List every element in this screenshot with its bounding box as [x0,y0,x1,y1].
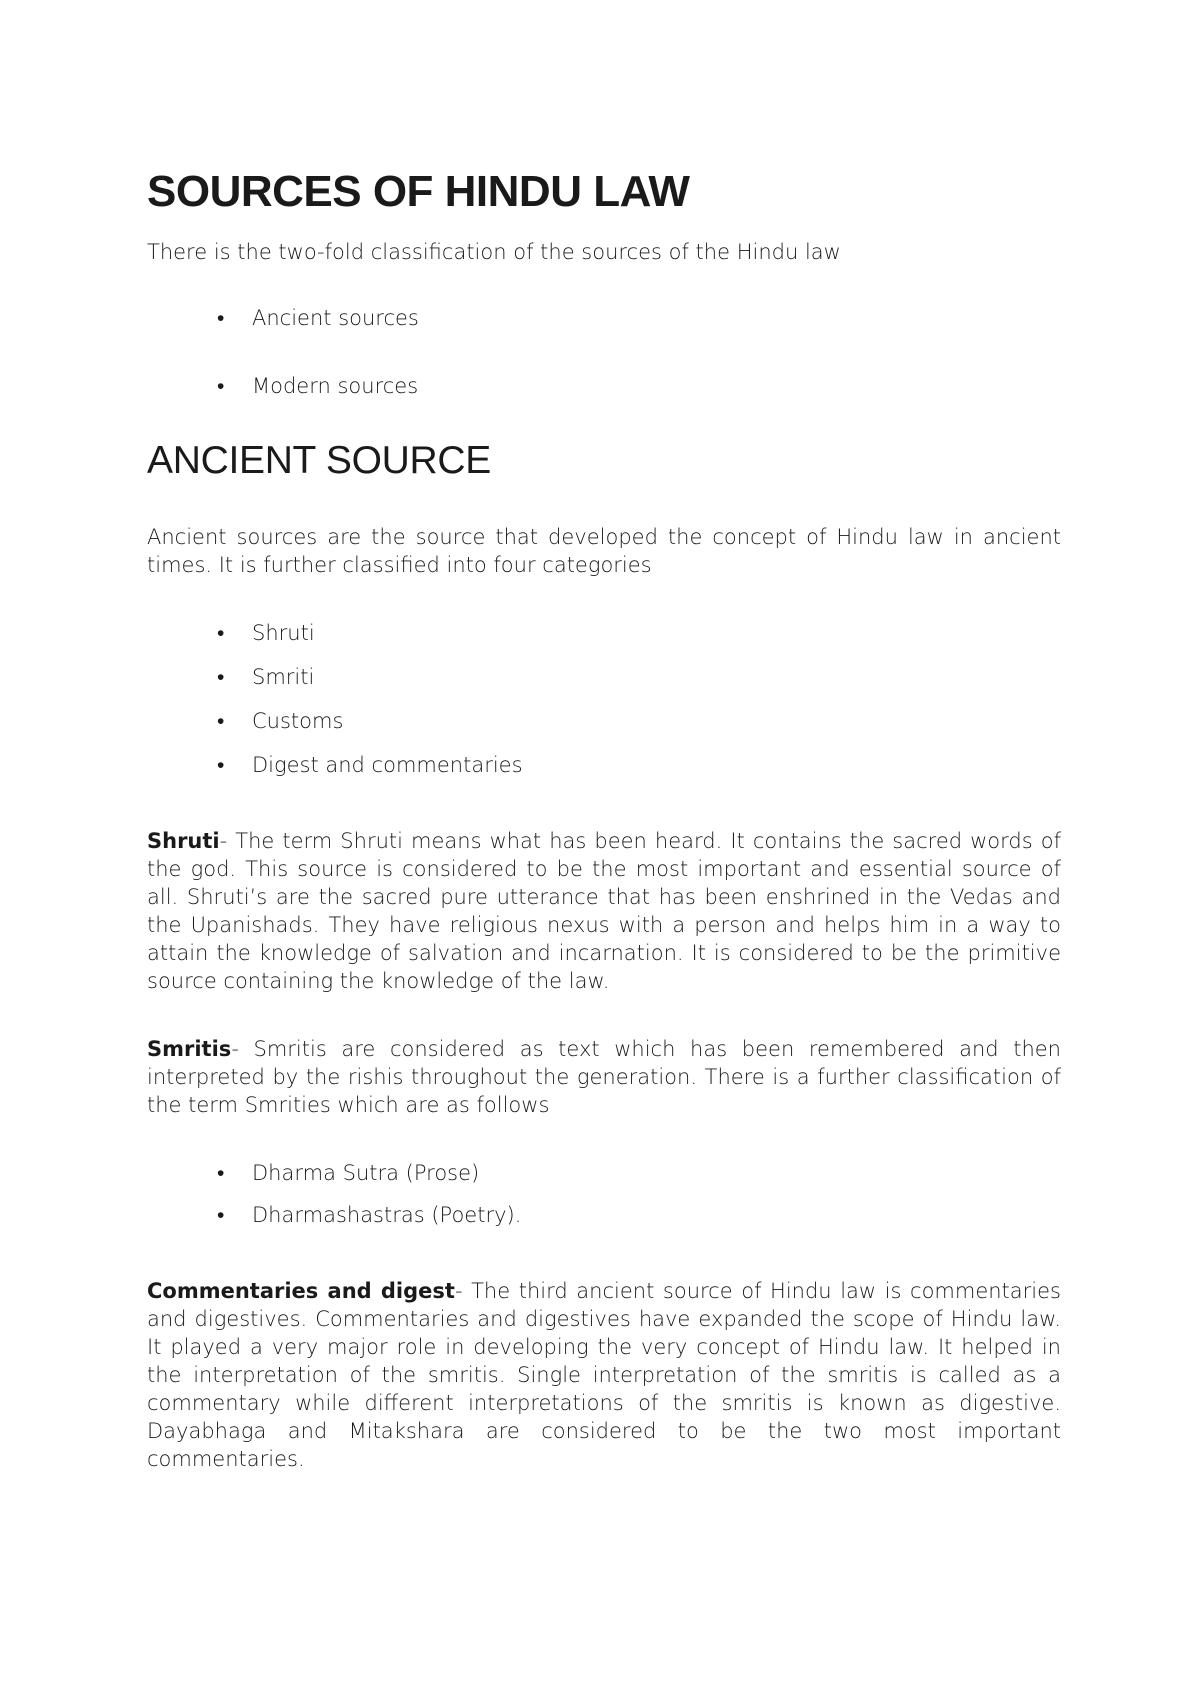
section-heading-ancient: ANCIENT SOURCE [147,439,491,483]
list-item: • Smriti [217,663,1061,691]
list-item: • Dharmashastras (Poetry). [217,1201,1061,1229]
list-item: • Digest and commentaries [217,751,1061,779]
list-item: • Modern sources [217,372,1061,400]
shruti-lead: Shruti [147,829,220,854]
shruti-text: - The term Shruti means what has been heard. It contains the sacred words of the god. This source is considered to be the most important and essential source of all. Shruti’s are the sacred pure utterance that has been enshrined in the Vedas and the Upanishads. They have religious nexus with a person and helps him in a way to attain the knowledge of salvation and incarnation. It is considered to be the primitive source containing the knowledge of the law. [147,829,1061,994]
ancient-intro-paragraph: Ancient sources are the source that developed the concept of Hindu law in ancient times. It is further classified into four categories [147,525,1061,578]
shruti-paragraph [147,827,1061,995]
document-page [147,168,1061,1473]
classification-list [147,304,1061,400]
list-item: • Shruti [217,619,1061,647]
page-title: SOURCES OF HINDU LAW [147,167,690,216]
smritis-lead: Smritis [147,1037,232,1062]
list-item: • Customs [217,707,1061,735]
commentaries-text: - The third ancient source of Hindu law is commentaries and digestives. Commentaries and digestives have expanded the scope of Hindu law. It played a very major role in developing the very concept of Hindu law. It helped in the interpretation of the smritis. Single interpretation of the smritis is called as a commentary while different interpretations of the smritis is known as digestive. Dayabhaga and Mitakshara are considered to be the two most important commentaries. [147,1279,1061,1472]
list-item: • Ancient sources [217,304,1061,332]
commentaries-paragraph [147,1277,1061,1473]
intro-paragraph: There is the two-fold classification of the sources of the Hindu law [147,240,841,265]
smritis-paragraph [147,1035,1061,1119]
ancient-categories-list [147,619,1061,779]
commentaries-lead: Commentaries and digest [147,1279,455,1304]
smritis-text: - Smritis are considered as text which has been remembered and then interpreted by the rishis throughout the generation. There is a further classification of the term Smrities which are as follows [147,1037,1061,1118]
list-item: • Dharma Sutra (Prose) [217,1159,1061,1187]
smriti-types-list [147,1159,1061,1229]
